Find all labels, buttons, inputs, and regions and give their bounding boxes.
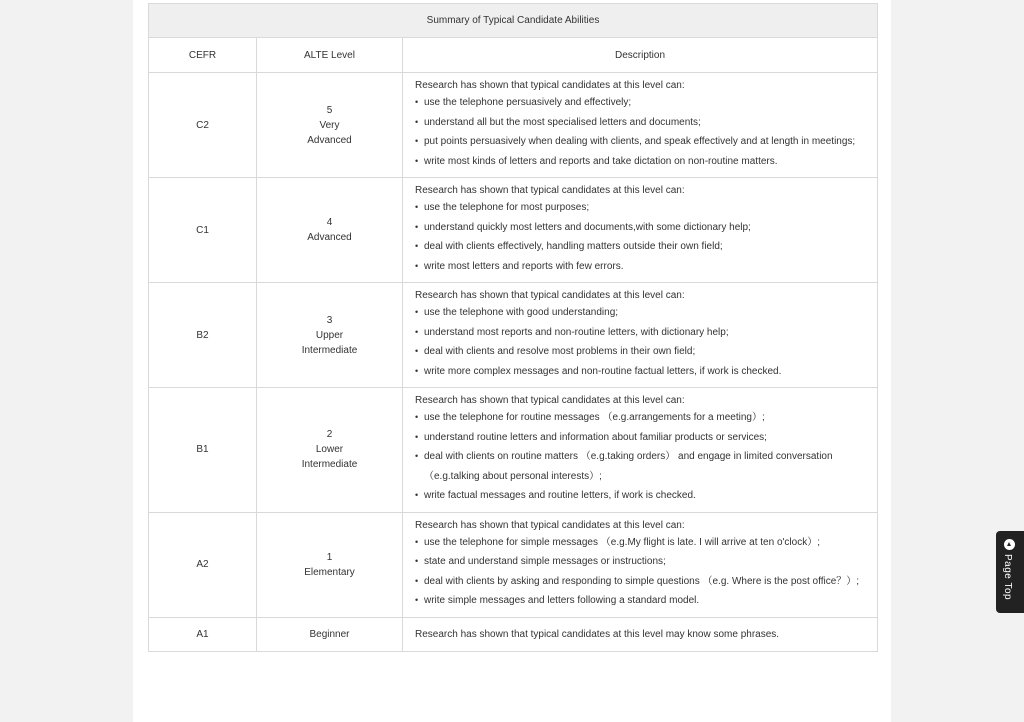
description-intro: Research has shown that typical candidates at this level can: [415,185,685,196]
alte-number: 1 [326,551,333,563]
table-row [149,512,878,617]
alte-name: Very [319,119,340,131]
table-row [149,617,878,651]
description-cell [403,73,878,178]
description-bullet: • deal with clients by asking and responding to simple questions （e.g. Where is the post office？）; [415,572,865,592]
alte-cell [257,73,403,178]
alte-name: Intermediate [301,344,358,356]
description-cell: Research has shown that typical candidates at this level may know some phrases. [403,617,878,651]
table-title: Summary of Typical Candidate Abilities [149,4,878,38]
description-bullet: • use the telephone for most purposes; [415,198,865,218]
cefr-cell: B2 [149,283,257,388]
header-cefr: CEFR [149,38,257,73]
description-bullet: • state and understand simple messages or instructions; [415,552,865,572]
table-row [149,73,878,178]
description-bullet: • write most kinds of letters and reports and take dictation on non-routine matters. [415,152,865,172]
cefr-cell: C2 [149,73,257,178]
alte-number: 3 [326,314,333,326]
description-intro: Research has shown that typical candidates at this level can: [415,519,685,531]
alte-name: Intermediate [301,459,358,471]
description-bullet: • understand routine letters and information about familiar products or services; [415,428,865,448]
alte-cell [257,512,403,617]
cefr-cell: A1 [149,617,257,651]
description-cell [403,512,878,617]
description-bullet: • use the telephone persuasively and effectively; [415,93,865,113]
cefr-cell: B1 [149,388,257,513]
description-intro: Research has shown that typical candidates at this level can: [415,290,685,301]
abilities-table [148,3,878,652]
alte-number: 2 [326,429,333,441]
description-cell [403,283,878,388]
alte-name: Upper [315,329,344,341]
cefr-cell: A2 [149,512,257,617]
description-bullet: • deal with clients and resolve most problems in their own field; [415,342,865,362]
header-description: Description [403,38,878,73]
alte-cell [257,283,403,388]
description-bullet: • understand all but the most specialised letters and documents; [415,113,865,133]
description-bullet: • write factual messages and routine letters, if work is checked. [415,486,865,506]
description-intro: Research has shown that typical candidates at this level can: [415,80,685,91]
alte-name: Lower [315,444,344,456]
cefr-cell: C1 [149,178,257,283]
description-bullet: • deal with clients effectively, handling matters outside their own field; [415,237,865,257]
alte-number: 4 [326,217,333,228]
description-cell [403,178,878,283]
description-bullet: • use the telephone with good understanding; [415,303,865,323]
description-bullet: • deal with clients on routine matters （e.g.taking orders） and engage in limited conversation （e.g.talking about personal interests）; [415,447,865,486]
description-bullet: • understand quickly most letters and documents,with some dictionary help; [415,218,865,238]
alte-name: Advanced [307,232,352,243]
content-area [133,0,891,722]
alte-cell: Beginner [257,617,403,651]
description-cell [403,388,878,513]
arrow-up-circle-icon [1004,539,1015,550]
table-row [149,388,878,513]
alte-number: 5 [326,104,333,116]
description-bullet: • write simple messages and letters following a standard model. [415,591,865,611]
alte-name: Advanced [307,134,352,146]
page-top-label: Page Top [1002,554,1013,601]
header-alte-level: ALTE Level [257,38,403,73]
alte-cell [257,178,403,283]
description-bullet: • write more complex messages and non-routine factual letters, if work is checked. [415,362,865,382]
description-bullet: • write most letters and reports with few errors. [415,257,865,277]
description-bullet: • understand most reports and non-routine letters, with dictionary help; [415,323,865,343]
table-row [149,283,878,388]
alte-name: Elementary [304,566,355,578]
description-bullet: • put points persuasively when dealing with clients, and speak effectively and at length in meetings; [415,132,865,152]
page-top-button[interactable] [996,531,1024,613]
description-bullet: • use the telephone for simple messages （e.g.My flight is late. I will arrive at ten o'clock）; [415,533,865,553]
description-intro: Research has shown that typical candidates at this level can: [415,395,685,406]
description-bullet: • use the telephone for routine messages （e.g.arrangements for a meeting）; [415,408,865,428]
table-row [149,178,878,283]
alte-cell [257,388,403,513]
